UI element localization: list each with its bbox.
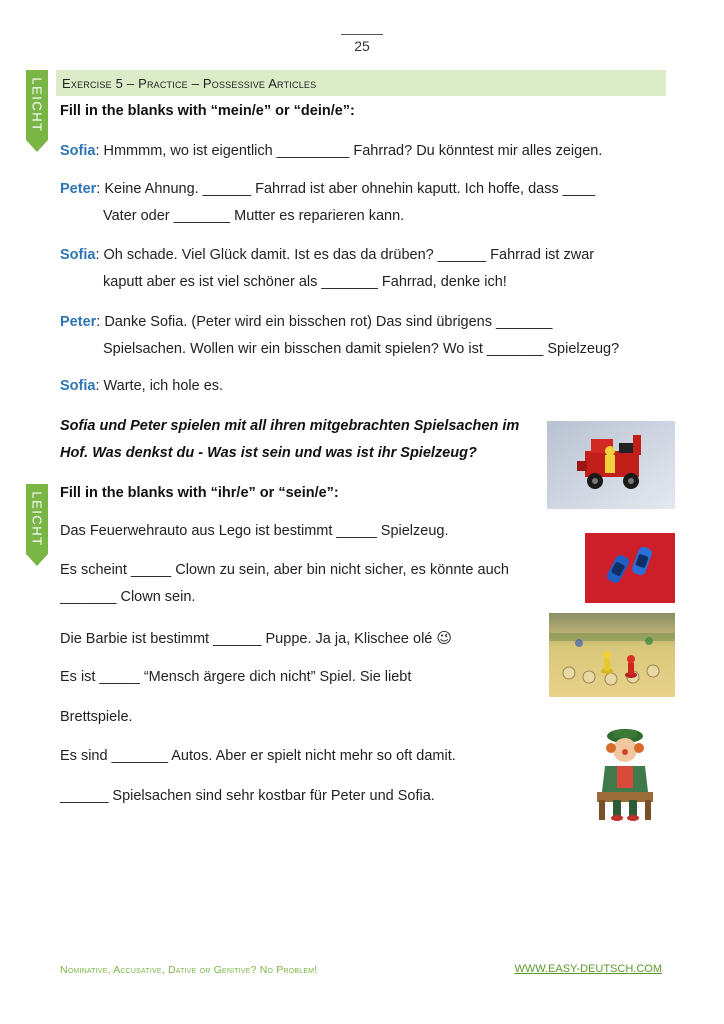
level-tab-2 bbox=[26, 484, 48, 554]
speaker-name: Peter bbox=[60, 181, 97, 197]
exercise-header-bar bbox=[56, 70, 666, 96]
dialogue-text: : Danke Sofia. (Peter wird ein bisschen rot) Das sind übrigens _______ bbox=[96, 314, 553, 330]
exercise-line bbox=[60, 629, 452, 647]
dialogue-line bbox=[60, 314, 552, 330]
dialogue-text: : Oh schade. Viel Glück damit. Ist es das da drüben? ______ Fahrrad ist zwar bbox=[95, 247, 595, 263]
lego-firetruck-photo bbox=[547, 421, 675, 509]
exercise-text: Die Barbie ist bestimmt ______ Puppe. Ja ja, Klischee olé bbox=[60, 631, 433, 647]
exercise-line: ______ Spielsachen sind sehr kostbar für Peter und Sofia. bbox=[60, 788, 435, 804]
dialogue-line bbox=[60, 181, 595, 197]
clown-doll-photo bbox=[587, 726, 663, 826]
speaker-name: Sofia bbox=[60, 247, 96, 263]
level-label: LEICHT bbox=[29, 491, 45, 547]
exercise-line: Es scheint _____ Clown zu sein, aber bin nicht sicher, es könnte auch bbox=[60, 562, 509, 578]
wink-emoji-icon: 😉 bbox=[436, 629, 453, 647]
dialogue-line bbox=[60, 247, 594, 263]
board-game-photo bbox=[549, 613, 675, 697]
footer-website-link[interactable]: WWW.EASY-DEUTSCH.COM bbox=[514, 963, 662, 975]
level-label: LEICHT bbox=[29, 77, 45, 133]
toy-cars-photo bbox=[585, 533, 675, 603]
dialogue-line bbox=[103, 341, 619, 357]
exercise-line: Brettspiele. bbox=[60, 709, 133, 725]
footer-book-title: Nominative, Accusative, Dative or Genitive? No Problem! bbox=[60, 964, 318, 976]
dialogue-text: Vater oder _______ Mutter es reparieren kann. bbox=[103, 208, 405, 224]
exercise-line: Es sind _______ Autos. Aber er spielt nicht mehr so oft damit. bbox=[60, 748, 456, 764]
exercise-line: Es ist _____ “Mensch ärgere dich nicht” Spiel. Sie liebt bbox=[60, 669, 412, 685]
speaker-name: Sofia bbox=[60, 378, 96, 394]
speaker-name: Sofia bbox=[60, 143, 96, 159]
instruction-1: Fill in the blanks with “mein/e” or “dein/e”: bbox=[60, 103, 355, 119]
dialogue-text: kaputt aber es ist viel schöner als _______ Fahrrad, denke ich! bbox=[103, 274, 507, 290]
dialogue-text: : Warte, ich hole es. bbox=[95, 378, 224, 394]
dialogue-text: : Keine Ahnung. ______ Fahrrad ist aber ohnehin kaputt. Ich hoffe, dass ____ bbox=[96, 181, 596, 197]
exercise-line: _______ Clown sein. bbox=[60, 589, 196, 605]
story-text: Sofia und Peter spielen mit all ihren mitgebrachten Spielsachen im bbox=[60, 418, 520, 434]
speaker-name: Peter bbox=[60, 314, 97, 330]
instruction-2: Fill in the blanks with “ihr/e” or “sein/e”: bbox=[60, 485, 339, 501]
dialogue-line bbox=[60, 378, 223, 394]
exercise-title: Exercise 5 – Practice – Possessive Articles bbox=[62, 76, 317, 91]
dialogue-line bbox=[103, 208, 404, 224]
dialogue-line bbox=[60, 143, 602, 159]
dialogue-text: : Hmmmm, wo ist eigentlich _________ Fahrrad? Du könntest mir alles zeigen. bbox=[95, 143, 603, 159]
page-number-rule bbox=[341, 34, 383, 35]
dialogue-line bbox=[103, 274, 507, 290]
dialogue-text: Spielsachen. Wollen wir ein bisschen damit spielen? Wo ist _______ Spielzeug? bbox=[103, 341, 620, 357]
page-number: 25 bbox=[354, 38, 370, 54]
story-text: Hof. Was denkst du - Was ist sein und was ist ihr Spielzeug? bbox=[60, 445, 477, 461]
level-tab-1 bbox=[26, 70, 48, 140]
exercise-line: Das Feuerwehrauto aus Lego ist bestimmt _____ Spielzeug. bbox=[60, 523, 449, 539]
